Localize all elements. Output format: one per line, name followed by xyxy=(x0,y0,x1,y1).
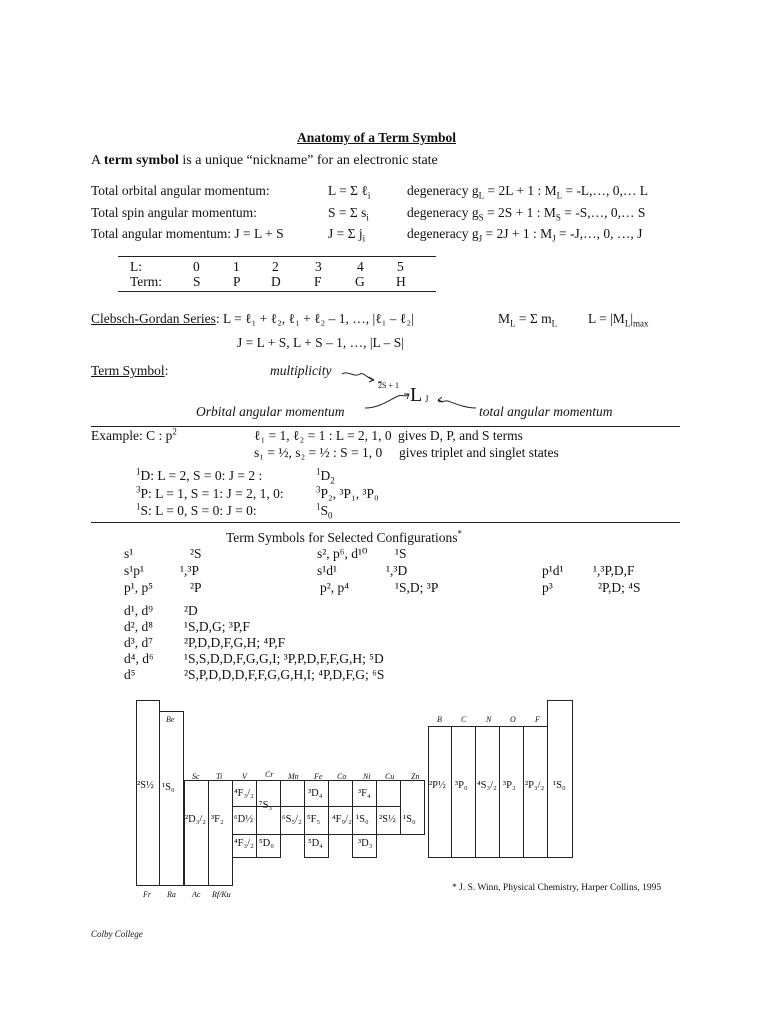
lterm-rule-top xyxy=(118,256,436,257)
config-terms: ²S xyxy=(190,546,202,561)
pt-label-d: Fe xyxy=(314,772,323,781)
config: d¹, d⁹ xyxy=(124,603,154,618)
pt-label-d: Co xyxy=(337,772,347,781)
multiplicity-label: multiplicity xyxy=(270,363,332,378)
pt-label-p: N xyxy=(486,715,492,724)
config-terms: ¹,³P xyxy=(180,563,199,578)
config-terms: ¹S xyxy=(395,546,407,561)
config-terms: ²S,P,D,D,D,F,F,G,G,H,I; ⁴P,D,F,G; ⁶S xyxy=(184,667,385,682)
example-head: Example: C : $p^2$ xyxy=(91,426,177,443)
pt-term: ³F₂ xyxy=(211,814,224,825)
term-value: G xyxy=(355,274,365,289)
pt-term-p: ³P₂ xyxy=(503,780,516,791)
page-title: Anatomy of a Term Symbol xyxy=(297,130,457,145)
pt-group13 xyxy=(428,726,452,858)
term-value: S xyxy=(193,274,201,289)
pt-term: ⁴F₃/₂ xyxy=(234,838,254,849)
l-value: 1 xyxy=(233,259,240,274)
cg-line2: J = L + S, L + S – 1, …, |L – S| xyxy=(237,335,405,350)
pt-group9 xyxy=(328,780,353,835)
pt-group12 xyxy=(400,780,425,835)
pt-term-p: ⁴S₃/₂ xyxy=(477,780,497,791)
config-terms: ¹S,D,G; ³P,F xyxy=(184,619,250,634)
term-value: F xyxy=(314,274,322,289)
pt-group1 xyxy=(136,700,160,886)
citation: * J. S. Winn, Physical Chemistry, Harper Collins, 1995 xyxy=(452,883,662,893)
pt-label-d: Mn xyxy=(288,772,299,781)
spin-deg: degeneracy $g_S = 2S + 1$ : $M_S$ = -S,…, 0,… S xyxy=(407,205,646,223)
pt-term: ²S½ xyxy=(379,814,396,825)
pt-term: ³D₄ xyxy=(308,788,323,799)
pt-label-p: C xyxy=(461,715,467,724)
example-result: $^3$P₂, ³P₁, ³P₀ xyxy=(316,484,379,501)
pt-term: ⁵D₀ xyxy=(259,838,274,849)
example-result: $^1S_0$ xyxy=(316,501,333,521)
pt-group11 xyxy=(376,780,401,835)
l-value: 3 xyxy=(315,259,322,274)
config-terms: ¹,³D xyxy=(386,563,408,578)
total-deg: degeneracy $g_J = 2J + 1$ : $M_J$ = -J,…, 0, …, J xyxy=(407,226,643,244)
pt-group4 xyxy=(208,780,233,886)
example-result: $^1D_2$ xyxy=(316,466,335,486)
l-value: 2 xyxy=(272,259,279,274)
pt-term: ³D₃ xyxy=(358,838,373,849)
l-max: $L = |M_L|_{max}$ xyxy=(588,311,649,329)
orbital-label-arrow: Orbital angular momentum xyxy=(196,404,345,419)
term-value: D xyxy=(271,274,281,289)
pt-term: ³F₄ xyxy=(358,788,371,799)
config: d⁵ xyxy=(124,667,136,682)
pt-term: ⁴F₃/₂ xyxy=(234,788,254,799)
term-label: Term: xyxy=(130,274,163,289)
pt-group3 xyxy=(184,780,209,886)
term-value: P xyxy=(233,274,241,289)
config-terms: ¹S,D; ³P xyxy=(395,580,439,595)
term-L: L xyxy=(410,384,423,406)
l-value: 4 xyxy=(357,259,364,274)
config: p¹, p⁵ xyxy=(124,580,154,595)
pt-group2 xyxy=(159,711,184,886)
pt-label-d: Ti xyxy=(216,772,223,781)
config: p³ xyxy=(542,580,553,595)
configs-title: Term Symbols for Selected Configurations* xyxy=(226,528,463,545)
pt-term: ⁵D₄ xyxy=(308,838,323,849)
pt-term-p: ¹S₀ xyxy=(553,780,566,791)
intro-line: A term symbol is a unique “nickname” for an electronic state xyxy=(91,153,438,168)
config: s¹p¹ xyxy=(124,563,145,578)
ml-sum: $M_L = \Sigma$ $m_L$ xyxy=(498,311,558,329)
example-row: $^3$P: L = 1, S = 1: J = 2, 1, 0: xyxy=(136,484,284,501)
spin-eq: S = Σ $s_i$ xyxy=(328,205,369,223)
pt-term: ⁶D½ xyxy=(234,814,254,825)
ts-label: Term Symbol: xyxy=(91,363,169,378)
config-terms: ²P,D,D,F,G,H; ⁴P,F xyxy=(184,635,286,650)
divider-configs xyxy=(91,522,680,523)
pt-term-s1: ²S½ xyxy=(137,780,154,791)
pt-term: ⁷S₃ xyxy=(259,800,273,811)
pt-d-row-rule2 xyxy=(232,834,377,835)
pt-term: ⁵F₅ xyxy=(307,814,321,825)
pt-group7 xyxy=(280,780,305,835)
pt-label-d: V xyxy=(242,772,247,781)
pt-label-bottom: Ac xyxy=(192,890,201,899)
pt-term: ⁶S₅/₂ xyxy=(282,814,302,825)
pt-group14 xyxy=(451,726,476,858)
l-value: 0 xyxy=(193,259,200,274)
pt-term-s2: ¹S₀ xyxy=(162,782,175,793)
l-value: 5 xyxy=(397,259,404,274)
config: d⁴, d⁶ xyxy=(124,651,154,666)
pt-label-d: Cu xyxy=(385,772,395,781)
config-terms: ¹,³P,D,F xyxy=(593,563,635,578)
pt-label-p: F xyxy=(535,715,540,724)
cg-line1: Clebsch-Gordan Series: L = ℓ₁ + ℓ₂, ℓ₁ + ℓ₂ – 1, …, |ℓ₁ – ℓ₂| xyxy=(91,311,414,326)
config: s¹d¹ xyxy=(317,563,338,578)
config-terms: ²P,D; ⁴S xyxy=(598,580,641,595)
config: p², p⁴ xyxy=(320,580,350,595)
config: s², p⁶, d¹⁰ xyxy=(317,546,368,561)
pt-term-p: ²P½ xyxy=(429,780,446,791)
pt-d-row-rule xyxy=(232,806,400,807)
pt-label-d: Cr xyxy=(265,770,274,779)
multiplicity-value: 2S + 1 xyxy=(378,381,399,390)
pt-label-d: Ni xyxy=(363,772,371,781)
pt-label-be: Be xyxy=(166,715,175,724)
pt-label-bottom: Fr xyxy=(143,890,151,899)
config-terms: ¹S,S,D,D,F,G,G,I; ³P,P,D,F,F,G,H; ⁵D xyxy=(184,651,384,666)
pt-term-p: ³P₀ xyxy=(455,780,468,791)
orbital-deg: degeneracy $g_L = 2L + 1$ : $M_L$ = -L,…, 0,… L xyxy=(407,183,649,201)
pt-label-d: Zn xyxy=(411,772,420,781)
divider-example xyxy=(91,426,680,427)
orbital-eq: L = Σ ℓ$_i$ xyxy=(328,183,371,201)
total-label-arrow: total angular momentum xyxy=(479,404,613,419)
example-l: ℓ₁ = 1, ℓ₂ = 1 : L = 2, 1, 0 xyxy=(254,428,392,443)
anatomy-arrows xyxy=(330,366,480,418)
example-l-note: gives D, P, and S terms xyxy=(398,428,523,443)
example-row: $^1$D: L = 2, S = 0: J = 2 : xyxy=(136,466,263,483)
total-label: Total angular momentum: J = L + S xyxy=(91,226,284,241)
orbital-label: Total orbital angular momentum: xyxy=(91,183,270,198)
config-terms: ²P xyxy=(190,580,202,595)
pt-group15 xyxy=(475,726,500,858)
pt-term-p: ²P₃/₂ xyxy=(525,780,545,791)
lterm-rule-bottom xyxy=(118,291,436,292)
pt-group18 xyxy=(547,700,573,858)
example-s-note: gives triplet and singlet states xyxy=(399,445,559,460)
pt-term: ¹S₀ xyxy=(403,814,416,825)
config: p¹d¹ xyxy=(542,563,564,578)
config: s¹ xyxy=(124,546,134,561)
pt-term: ⁴F₉/₂ xyxy=(332,814,352,825)
pt-term: ¹S₀ xyxy=(356,814,369,825)
l-label: L: xyxy=(130,259,142,274)
pt-label-p: O xyxy=(510,715,516,724)
pt-label-bottom: Ra xyxy=(167,890,176,899)
pt-label-bottom: Rf/Ku xyxy=(212,890,231,899)
pt-group16 xyxy=(499,726,524,858)
term-J: J xyxy=(425,394,429,404)
config: d², d⁸ xyxy=(124,619,154,634)
total-eq: J = Σ $j_i$ xyxy=(328,226,366,244)
term-value: H xyxy=(396,274,406,289)
example-s: s₁ = ½, s₂ = ½ : S = 1, 0 xyxy=(254,445,383,460)
footer: Colby College xyxy=(91,929,143,939)
pt-group17 xyxy=(523,726,548,858)
pt-term: ²D₃/₂ xyxy=(185,814,206,825)
pt-label-d: Sc xyxy=(192,772,200,781)
config-terms: ²D xyxy=(184,603,198,618)
pt-label-p: B xyxy=(437,715,442,724)
spin-label: Total spin angular momentum: xyxy=(91,205,257,220)
config: d³, d⁷ xyxy=(124,635,154,650)
example-row: $^1$S: L = 0, S = 0: J = 0: xyxy=(136,501,257,518)
